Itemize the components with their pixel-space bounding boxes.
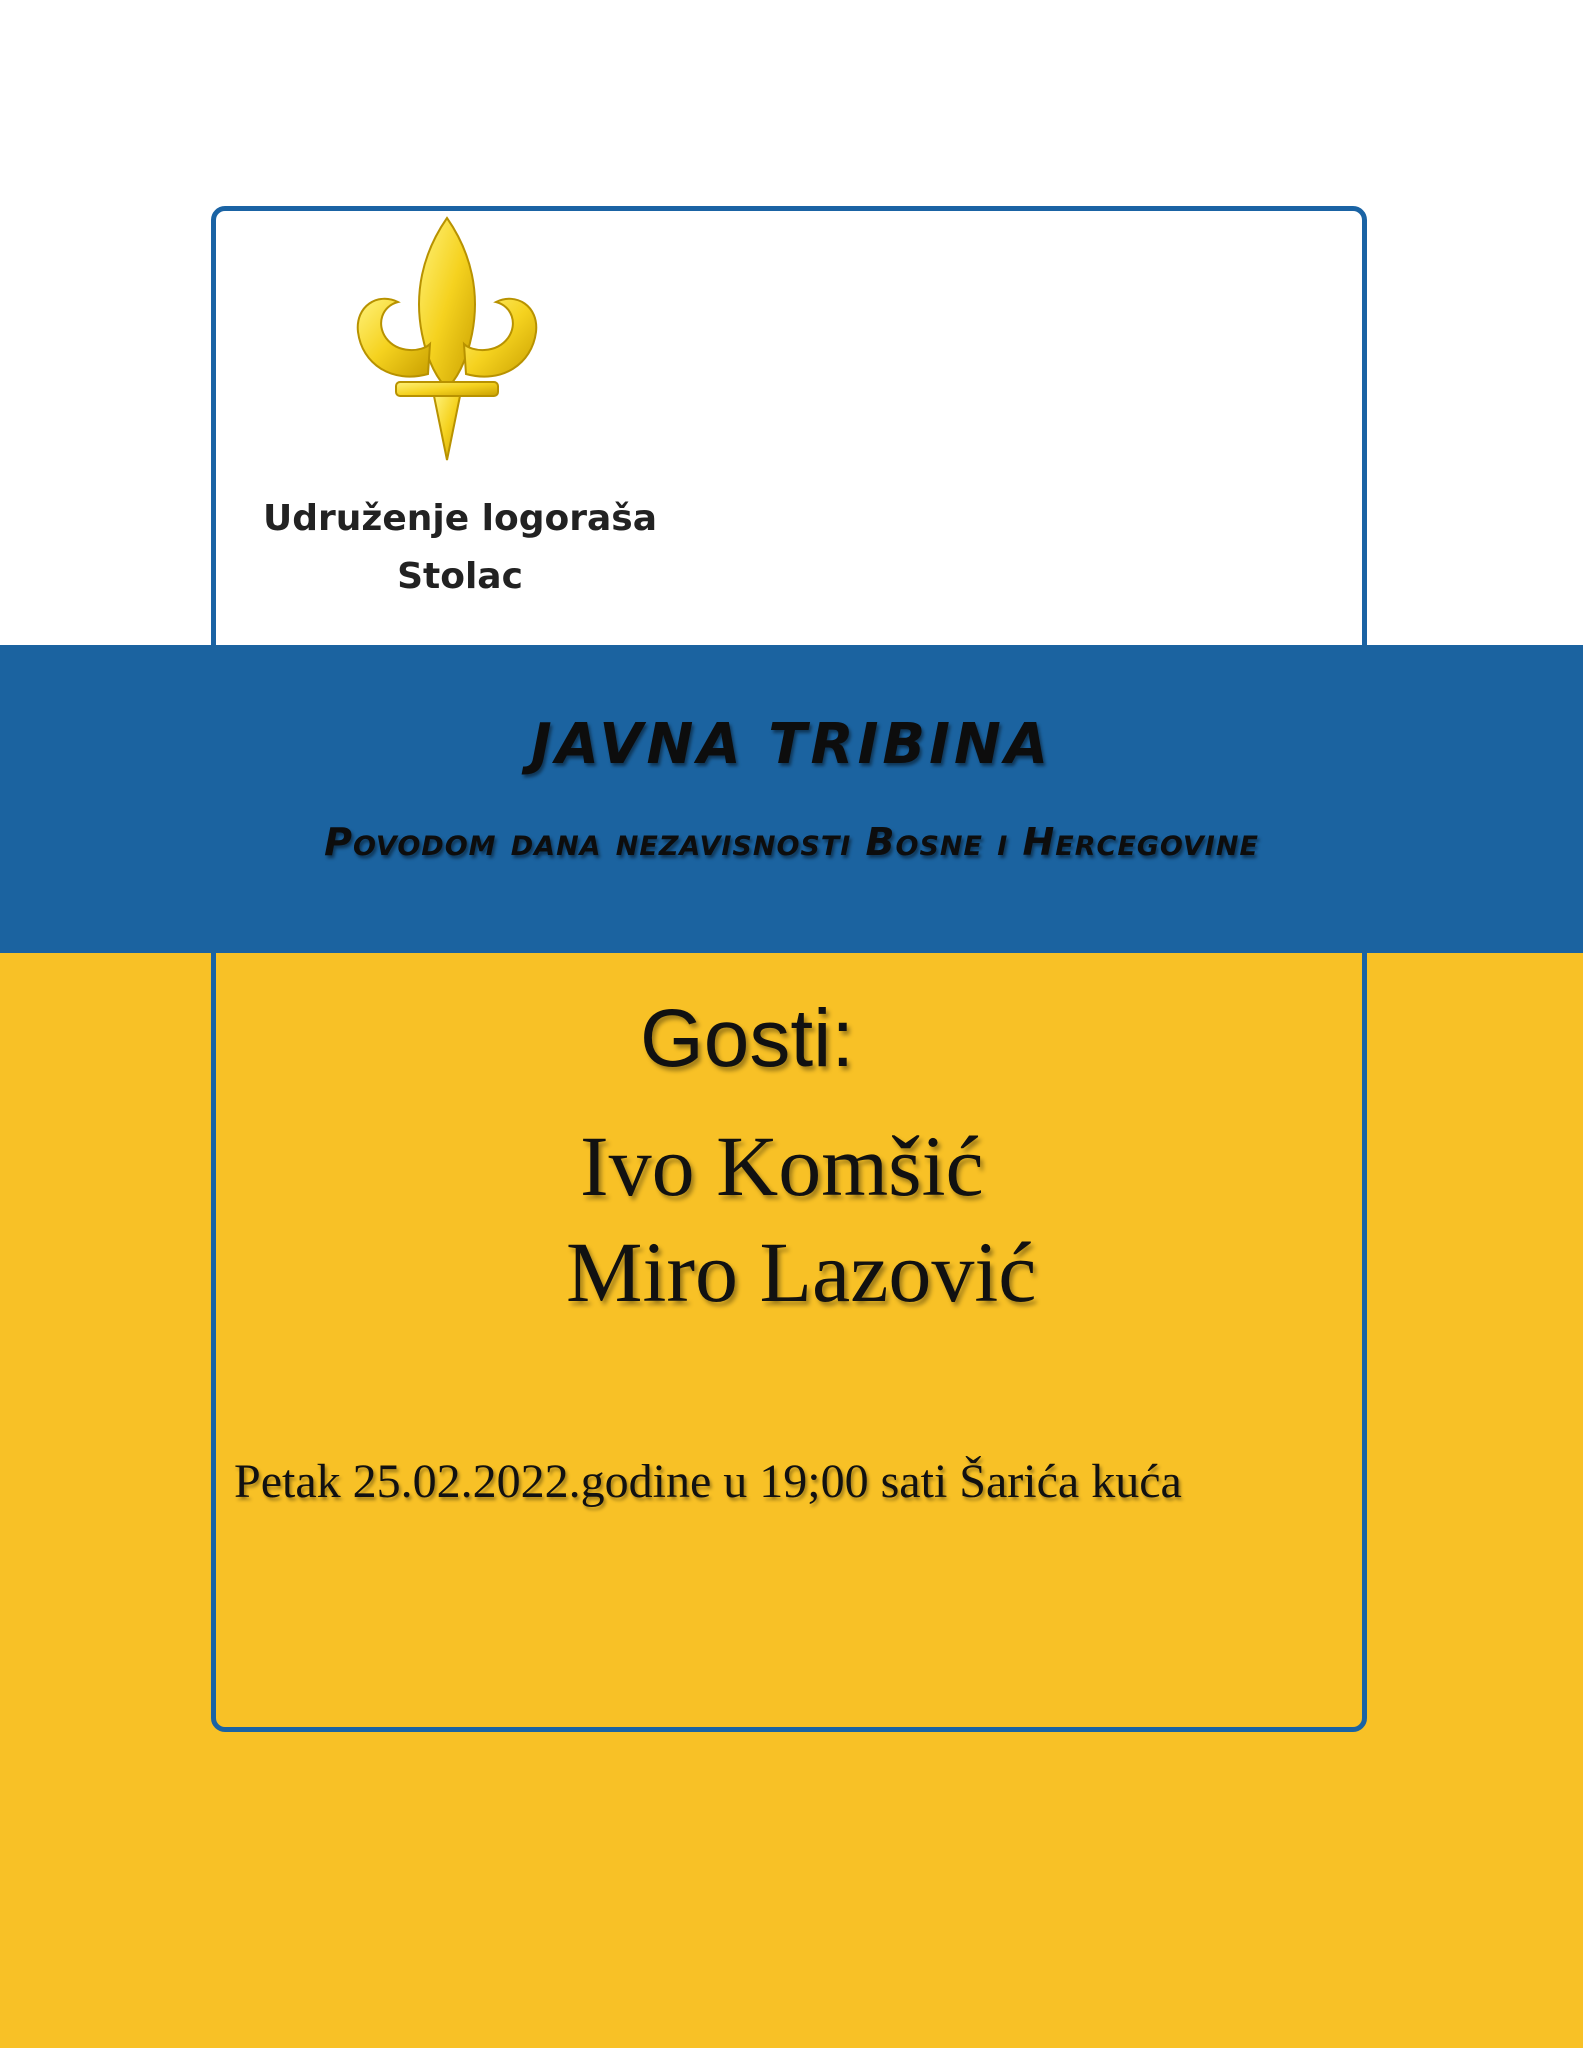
organization-name xyxy=(240,490,680,606)
organization-name-line-1: Udruženje logoraša xyxy=(262,498,657,539)
guests-label: Gosti: xyxy=(640,993,855,1084)
event-details: Petak 25.02.2022.godine u 19;00 sati Šarića kuća xyxy=(234,1455,1182,1508)
guest-name-2: Miro Lazović xyxy=(566,1224,1037,1320)
fleur-de-lis-icon xyxy=(352,214,542,464)
blue-title-band xyxy=(0,645,1583,953)
event-subtitle: Povodom dana nezavisnosti Bosne i Hercegovine xyxy=(324,820,1259,864)
organization-name-line-2: Stolac xyxy=(397,556,523,597)
guest-name-1: Ivo Komšić xyxy=(580,1118,984,1214)
event-title: JAVNA TRIBINA xyxy=(530,712,1053,777)
